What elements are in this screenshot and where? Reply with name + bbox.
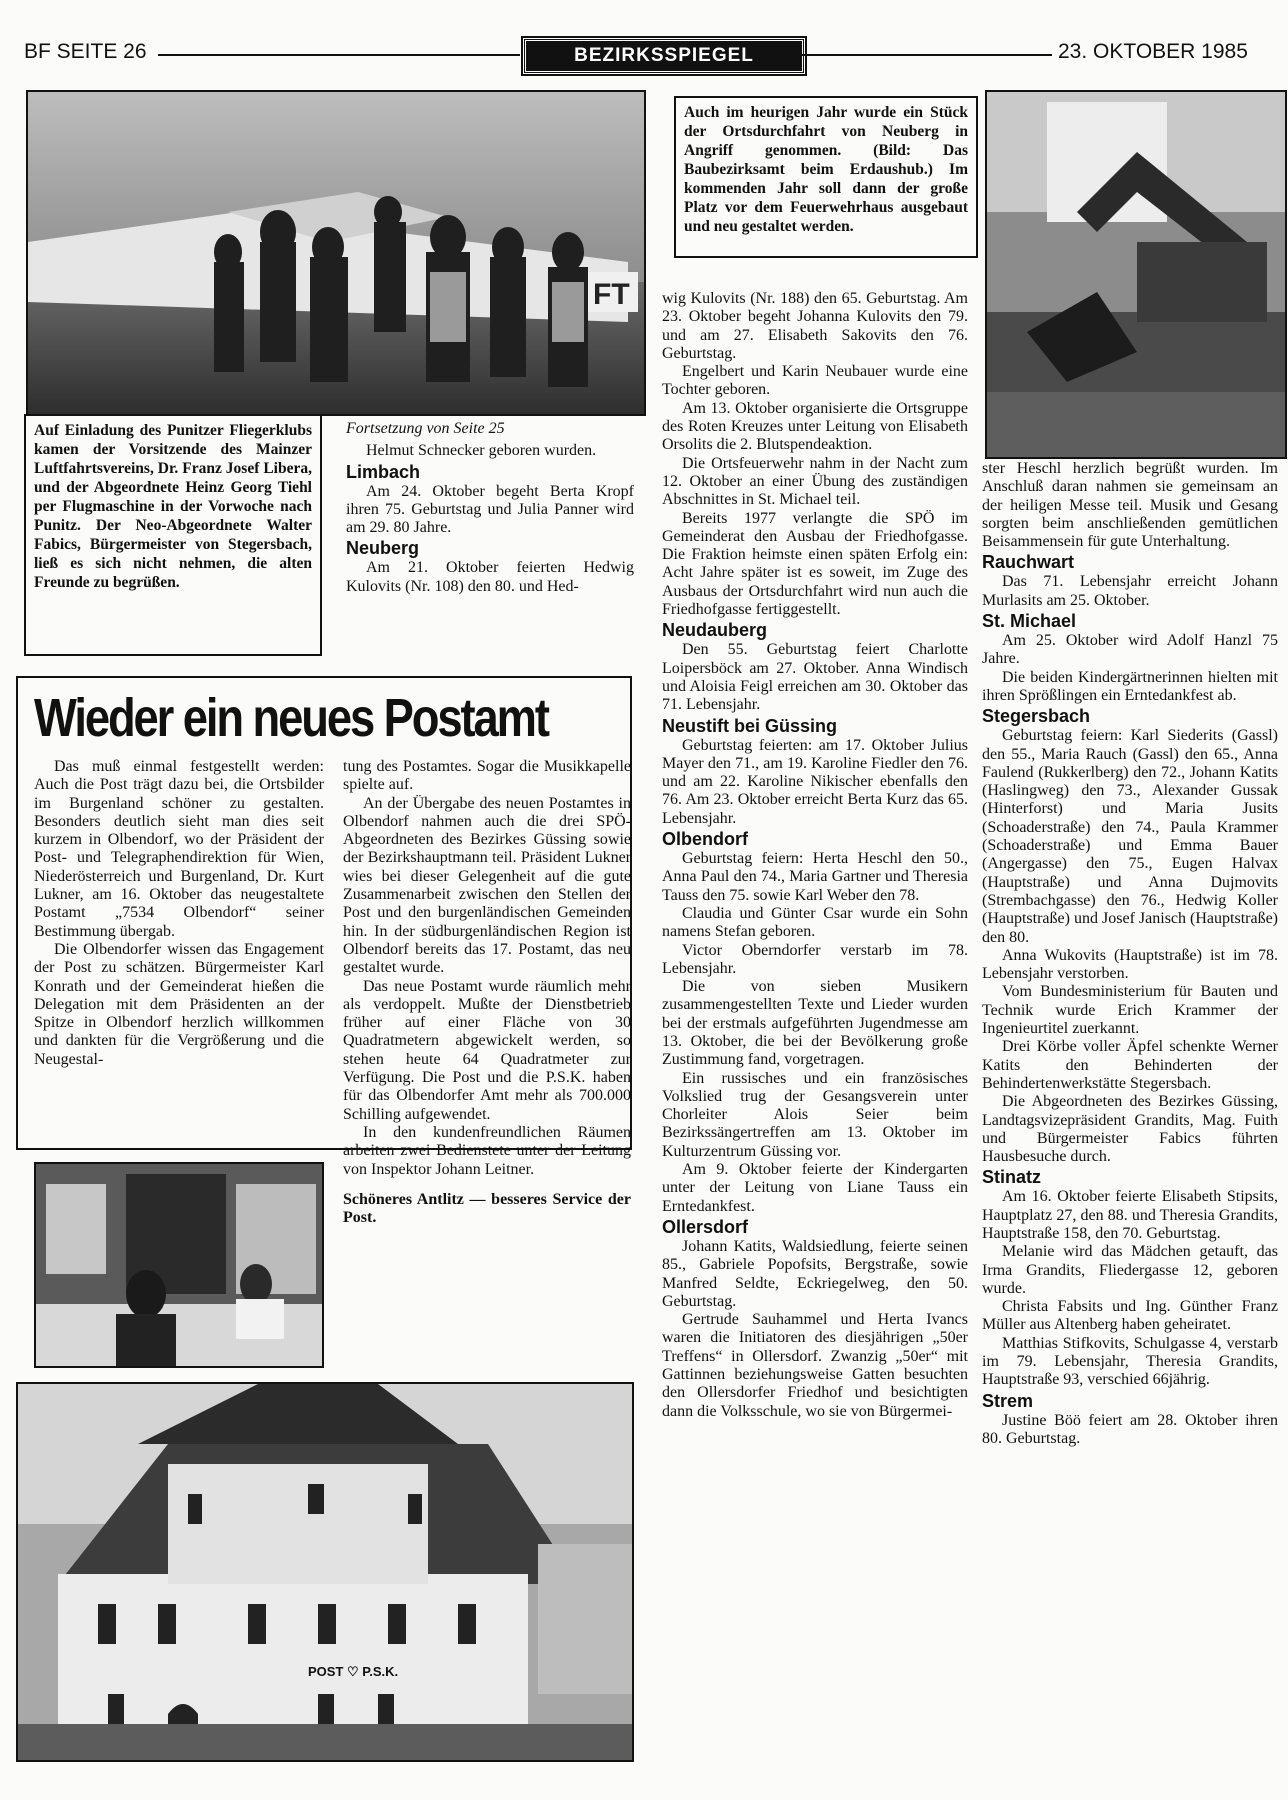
photo-flugzeug-drawing: [28, 92, 644, 414]
header-rule-left: [158, 54, 520, 56]
paragraph: Justine Böö feiert am 28. Oktober ihren 80. Geburtstag.: [982, 1411, 1278, 1447]
paragraph: Die beiden Kindergärtnerinnen hielten mit ihren Sprößlingen ein Erntedankfest ab.: [982, 668, 1278, 704]
paragraph: Die Ortsfeuerwehr nahm in der Nacht zum 12. Oktober an einer Übung des zuständigen Abschnittes in St. Michael teil.: [662, 454, 968, 509]
heading-stegersbach: Stegersbach: [982, 706, 1091, 727]
paragraph: Am 13. Oktober organisierte die Ortsgruppe des Roten Kreuzes unter Leitung von Elisabeth Orsolits die 2. Blutspendeaktion.: [662, 399, 968, 454]
paragraph: Vom Bundesministerium für Bauten und Technik wurde Erich Krammer der Ingenieurtitel zuerkannt.: [982, 983, 1278, 1038]
paragraph: Engelbert und Karin Neubauer wurde eine Tochter geboren.: [662, 363, 968, 399]
paragraph: Geburtstag feiern: Herta Heschl den 50., Anna Paul den 74., Maria Gartner und Theresia Tauss den 75. sowie Karl Weber den 78.: [662, 850, 968, 904]
photo-postgebaeude-drawing: [18, 1384, 632, 1760]
photo-postgebaeude: [16, 1382, 634, 1762]
paragraph: Am 9. Oktober feierte der Kindergarten unter der Leitung von Liane Tauss ein Erntedankfest.: [662, 1161, 968, 1215]
continuation-note: Fortsetzung von Seite 25: [346, 420, 505, 437]
paragraph: Melanie wird das Mädchen getauft, das Irma Grandits, Fliedergasse 12, geboren wurde.: [982, 1243, 1278, 1297]
paragraph: Den 55. Geburtstag feiert Charlotte Loipersböck am 27. Oktober. Anna Windisch und Aloisia Feigl erreichen am 30. Oktober das 71. Lebensjahr.: [662, 641, 968, 714]
photo-bagger: [985, 90, 1287, 459]
caption-neuberg: Auch im heurigen Jahr wurde ein Stück der Ortsdurchfahrt von Neuberg in Angriff genommen. (Bild: Das Baubezirksamt beim Erdaushub.) Im kommenden Jahr soll dann der große Platz vor dem Feuerwehrhaus ausgebaut und neu gestaltet werden.: [674, 96, 978, 258]
paragraph: Drei Körbe voller Äpfel schenkte Werner Katits den Behinderten der Behindertenwerkstätte Stegersbach.: [982, 1038, 1278, 1092]
paragraph: Die Olbendorfer wissen das Engagement der Post zu schätzen. Bürgermeister Karl Konrath und der Gemeinderat hießen die Delegation mit dem Präsidenten an der Spitze in Olbendorf herzlich willkommen und dankten für die Vergrößerung und die Neugestal-: [34, 940, 324, 1068]
paragraph: Die von sieben Musikern zusammengestellten Texte und Lieder wurden bei der erstmals aufgeführten Jugendmesse am 13. Oktober, die bei der Bevölkerung große Zustimmung fand, vorgetragen.: [662, 978, 968, 1069]
paragraph: Geburtstag feiern: Karl Siederits (Gassl) den 55., Maria Rauch (Gassl) den 65., Anna Faulend (Rukkerlberg) den 72., Johann Katits (Haslingweg) den 73., Alexander Gussak (Hinterforst) und Maria Jusits (Schoaderstraße) den 74., Paula Krammer (Schoaderstraße) und Emma Bauer (Angergasse) den 75., Eugen Halvax (Hauptstraße) und Anna Dujmovits (Strembachgasse) den 76., Hedwig Koller (Hauptstraße) und Josef Janisch (Hauptstraße) den 80.: [982, 727, 1278, 946]
paragraph: Anna Wukovits (Hauptstraße) ist im 78. Lebensjahr verstorben.: [982, 946, 1278, 983]
paragraph: Ein russisches und ein französisches Volkslied trug der Gesangsverein unter Chorleiter Alois Seier beim Bezirkssängertreffen am 13. Oktober im Kulturzentrum Güssing vor.: [662, 1069, 968, 1160]
paragraph: tung des Postamtes. Sogar die Musikkapelle spielte auf.: [343, 758, 631, 794]
caption-postamt: Schöneres Antlitz — besseres Service der Post.: [343, 1190, 631, 1227]
paragraph: Die Abgeordneten des Bezirkes Güssing, Landtagsvizepräsident Grandits, Mag. Fuith und Bürgermeister Fabics führten Hausbesuche durch.: [982, 1093, 1278, 1166]
paragraph: Helmut Schnecker geboren wurden.: [366, 442, 597, 460]
heading-rauchwart: Rauchwart: [982, 552, 1075, 573]
paragraph: Am 25. Oktober wird Adolf Hanzl 75 Jahre.: [982, 632, 1278, 668]
paragraph: Das muß einmal festgestellt werden: Auch die Post trägt dazu bei, die Ortsbilder im Burgenland schöner zu gestalten. Besonders deutlich sieht man dies seit kurzem in Olbendorf, wo der Präsident der Post- und Telegraphendirektion für Wien, Niederösterreich und Burgenland, Dr. Kurt Lukner, am 16. Oktober das neugestaltete Postamt „7534 Olbendorf“ seiner Bestimmung übergab.: [34, 758, 324, 940]
post-sign: POST ♡ P.S.K.: [308, 1664, 399, 1679]
paragraph: Bereits 1977 verlangte die SPÖ im Gemeinderat den Ausbau der Friedhofgasse. Die Fraktion heimste einen späten Erfolg ein: Acht Jahre später ist es soweit, im Zuge des Ausbaus der Ortsdurchfahrt wird nun auch die Friedhofgasse fertiggestellt.: [662, 509, 968, 619]
heading-limbach: Limbach: [346, 461, 421, 482]
article-headline: Wieder ein neues Postamt: [34, 688, 548, 748]
photo-flugzeug: [26, 90, 646, 416]
paragraph: Gertrude Sauhammel und Herta Ivancs waren die Initiatoren des diesjährigen „50er Treffens“ in Ollersdorf. Zwanzig „50er“ mit Gattinnen beziehungsweise Gatten besuchten den Ollersdorfer Friedhof und besichtigten dann die Volksschule, wo sie von Bürgermei-: [662, 1311, 968, 1420]
column-3: [982, 460, 1278, 1448]
heading-st-michael: St. Michael: [982, 611, 1077, 632]
heading-stinatz: Stinatz: [982, 1167, 1042, 1188]
caption-flugzeug: Auf Einladung des Punitzer Fliegerklubs kamen der Vorsitzende des Mainzer Luftfahrtsvereins, Dr. Franz Josef Libera, und der Abgeordnete Heinz Georg Tiehl per Flugmaschine in der Vorwoche nach Punitz. Der Neo-Abgeordnete Walter Fabics, Bürgermeister von Stegersbach, ließ es sich nicht nehmen, die alten Freunde zu begrüßen.: [24, 414, 322, 656]
paragraph: Christa Fabsits und Ing. Günther Franz Müller aus Altenberg haben geheiratet.: [982, 1298, 1278, 1334]
issue-date: 23. OKTOBER 1985: [1058, 40, 1248, 63]
paragraph: Am 24. Oktober begeht Berta Kropf ihren 75. Geburtstag und Julia Panner wird am 29. 80 Jahre.: [346, 482, 634, 537]
heading-ollersdorf: Ollersdorf: [662, 1216, 749, 1237]
article-column-b: [343, 758, 631, 1227]
paragraph: Matthias Stifkovits, Schulgasse 4, verstarb im 79. Lebensjahr, Theresia Grandits, Hauptstraße 93, verschied 66jährig.: [982, 1334, 1278, 1389]
photo-bagger-drawing: [987, 92, 1285, 457]
page-number: BF SEITE 26: [24, 40, 147, 63]
section-title: BEZIRKSSPIEGEL: [523, 38, 805, 74]
paragraph: wig Kulovits (Nr. 188) den 65. Geburtstag. Am 23. Oktober begeht Johanna Kulovits den 79. und am 27. Elisabeth Sakovits den 76. Geburtstag.: [662, 290, 968, 362]
heading-olbendorf: Olbendorf: [662, 829, 748, 850]
paragraph: Geburtstag feierten: am 17. Oktober Julius Mayer den 71., am 19. Karoline Fiedler den 76. und am 22. Karoline Nikischer ebenfalls den 76. Am 23. Oktober erreicht Berta Kurz das 65. Lebensjahr.: [662, 736, 968, 827]
heading-strem: Strem: [982, 1390, 1034, 1411]
paragraph: Victor Oberndorfer verstarb im 78. Lebensjahr.: [662, 941, 968, 977]
column-2: [662, 290, 968, 1421]
heading-neudauberg: Neudauberg: [662, 620, 768, 641]
paragraph: Am 16. Oktober feierte Elisabeth Stipsits, Hauptplatz 27, den 88. und Theresia Grandits, Hauptstraße 158, den 70. Geburtstag.: [982, 1188, 1278, 1242]
paragraph: In den kundenfreundlichen Räumen arbeiten zwei Bedienstete unter der Leitung von Inspektor Johann Leitner.: [343, 1123, 631, 1178]
column-1: [346, 420, 634, 596]
photo-schalter-drawing: [36, 1164, 322, 1366]
paragraph: Das 71. Lebensjahr erreicht Johann Murlasits am 25. Oktober.: [982, 573, 1278, 609]
paragraph: Das neue Postamt wurde räumlich mehr als verdoppelt. Mußte der Dienstbetrieb früher auf einer Fläche von 30 Quadratmetern abgewickelt werden, so stehen heute 64 Quadratmeter zur Verfügung. Die Post und die P.S.K. haben für das Olbendorfer Amt mehr als 700.000 Schilling aufgewendet.: [343, 977, 631, 1123]
header-rule-right: [802, 54, 1052, 56]
article-column-a: [34, 758, 324, 1069]
paragraph: ster Heschl herzlich begrüßt wurden. Im Anschluß daran nahmen sie gemeinsam an der heiligen Messe teil. Musik und Gesang sorgten beim anschließenden gemütlichen Beisammensein für gute Unterhaltung.: [982, 460, 1278, 551]
paragraph: An der Übergabe des neuen Postamtes in Olbendorf nahmen auch die drei SPÖ-Abgeordneten des Bezirkes Güssing sowie der Bezirkshauptmann teil. Präsident Lukner wies bei dieser Gelegenheit auf die gute Zusammenarbeit zwischen den Stellen der Post und den burgenländischen Gemeinden hin. In der südburgenländischen Region ist Olbendorf bereits das 17. Postamt, das neu gestaltet wurde.: [343, 794, 631, 977]
heading-neustift: Neustift bei Güssing: [662, 715, 838, 736]
plane-registration: FT: [593, 278, 630, 311]
heading-neuberg: Neuberg: [346, 538, 420, 559]
paragraph: Claudia und Günter Csar wurde ein Sohn namens Stefan geboren.: [662, 904, 968, 941]
paragraph: Am 21. Oktober feierten Hedwig Kulovits (Nr. 108) den 80. und Hed-: [346, 559, 634, 595]
paragraph: Johann Katits, Waldsiedlung, feierte seinen 85., Gabriele Popofsits, Bergstraße, sowie Manfred Seldte, Eckriegelweg, den 50. Geburtstag.: [662, 1237, 968, 1310]
photo-schalter: [34, 1162, 324, 1368]
